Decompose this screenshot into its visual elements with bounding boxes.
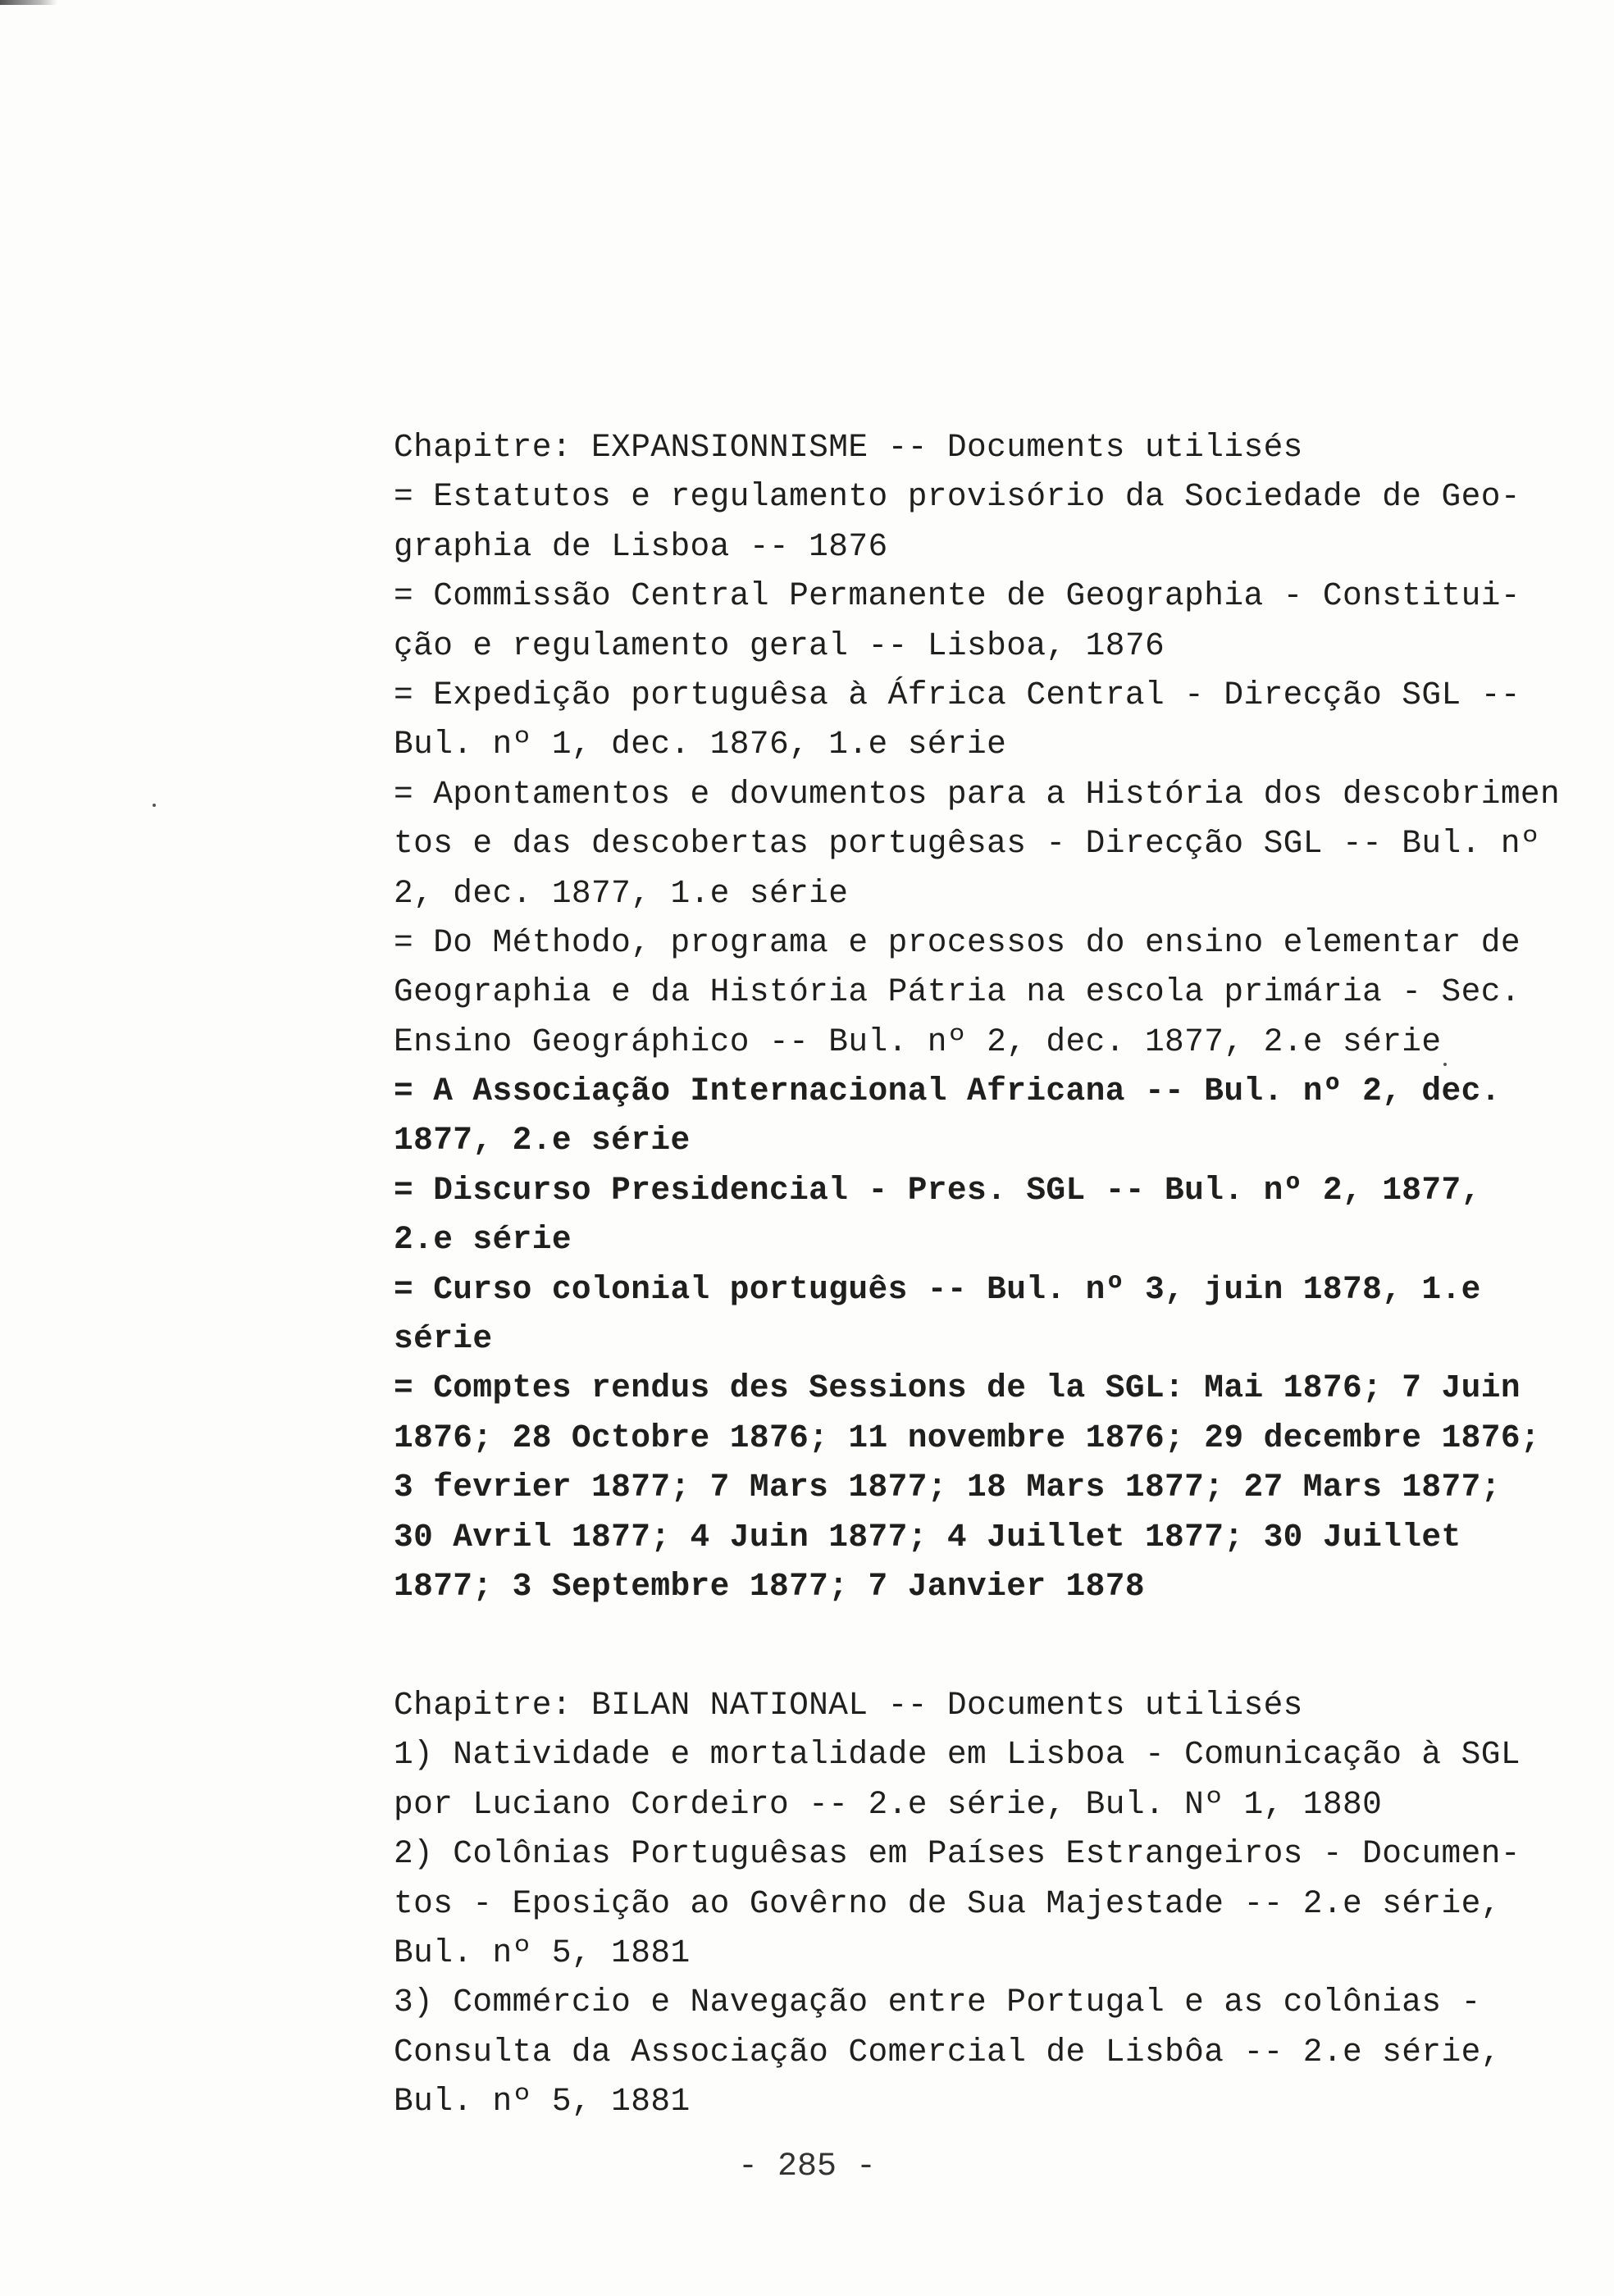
text-line: tos e das descobertas portugêsas - Direcção SGL -- Bul. nº: [394, 825, 1541, 863]
text-line: = Apontamentos e dovumentos para a História dos descobrimen: [394, 775, 1561, 813]
text-line: Bul. nº 1, dec. 1876, 1.e série: [394, 726, 1007, 763]
text-line: 3) Commércio e Navegação entre Portugal e as colônias -: [394, 1984, 1481, 2021]
text-line: = Do Méthodo, programa e processos do ensino elementar de: [394, 923, 1521, 961]
text-line: 2, dec. 1877, 1.e série: [394, 874, 849, 912]
text-line: por Luciano Cordeiro -- 2.e série, Bul. Nº 1, 1880: [394, 1785, 1383, 1823]
text-line: Consulta da Associação Comercial de Lisbôa -- 2.e série,: [394, 2033, 1501, 2070]
text-line: série: [394, 1320, 493, 1358]
text-line: 2) Colônias Portuguêsas em Países Estrangeiros - Documen-: [394, 1835, 1521, 1873]
text-line: = Curso colonial português -- Bul. nº 3, juin 1878, 1.e: [394, 1270, 1481, 1308]
text-line: 1) Natividade e mortalidade em Lisboa - Comunicação à SGL: [394, 1736, 1521, 1774]
scan-edge-mark: [0, 0, 57, 5]
section-bilan-national: [394, 1681, 1558, 2127]
text-line: = Comptes rendus des Sessions de la SGL: Mai 1876; 7 Juin: [394, 1369, 1521, 1407]
text-line: 2.e série: [394, 1221, 572, 1259]
text-line: graphia de Lisboa -- 1876: [394, 527, 888, 565]
text-line: = Commissão Central Permanente de Geographia - Constitui-: [394, 577, 1521, 615]
text-line: = Estatutos e regulamento provisório da Sociedade de Geo-: [394, 478, 1521, 516]
text-line: 3 fevrier 1877; 7 Mars 1877; 18 Mars 1877; 27 Mars 1877;: [394, 1469, 1501, 1506]
text-line: Bul. nº 5, 1881: [394, 1934, 691, 1971]
text-line: tos - Eposição ao Govêrno de Sua Majestade -- 2.e série,: [394, 1884, 1501, 1922]
text-line: Geographia e da História Pátria na escola primária - Sec.: [394, 973, 1521, 1011]
text-line: = Discurso Presidencial - Pres. SGL -- Bul. nº 2, 1877,: [394, 1171, 1481, 1209]
text-line: Bul. nº 5, 1881: [394, 2083, 691, 2121]
text-line: Ensino Geográphico -- Bul. nº 2, dec. 1877, 2.e série: [394, 1023, 1442, 1060]
text-line: 30 Avril 1877; 4 Juin 1877; 4 Juillet 1877; 30 Juillet: [394, 1518, 1461, 1556]
text-line: ção e regulamento geral -- Lisboa, 1876: [394, 626, 1165, 664]
text-line: = A Associação Internacional Africana -- Bul. nº 2, dec.: [394, 1073, 1501, 1110]
section-expansionnisme: [394, 423, 1561, 1611]
chapter-heading: Chapitre: BILAN NATIONAL -- Documents utilisés: [394, 1687, 1303, 1724]
text-line: = Expedição portuguêsa à África Central - Direcção SGL --: [394, 676, 1521, 713]
page-number: - 285 -: [737, 2148, 877, 2185]
chapter-heading: Chapitre: EXPANSIONNISME -- Documents utilisés: [394, 429, 1303, 466]
text-line: 1877; 3 Septembre 1877; 7 Janvier 1878: [394, 1567, 1145, 1605]
stray-ink-dot: [153, 804, 156, 807]
text-line: 1876; 28 Octobre 1876; 11 novembre 1876; 29 decembre 1876;: [394, 1419, 1541, 1456]
text-line: 1877, 2.e série: [394, 1122, 691, 1159]
